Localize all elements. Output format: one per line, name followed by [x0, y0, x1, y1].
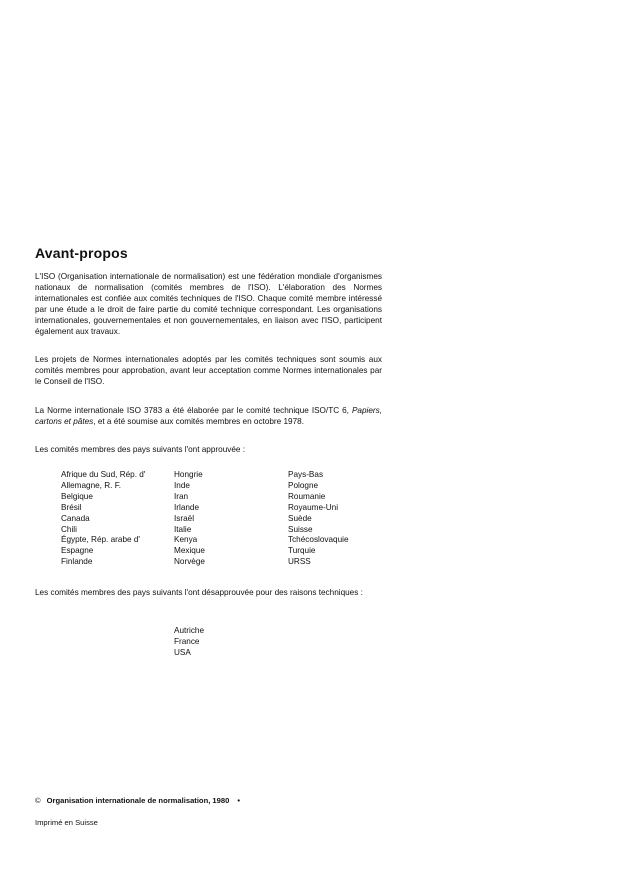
country-item: Belgique — [61, 491, 93, 501]
approving-countries-column-3 — [288, 470, 349, 568]
disapproving-countries-list — [174, 625, 204, 658]
country-item: Espagne — [61, 546, 94, 556]
country-item: Iran — [174, 491, 189, 501]
country-item: Finlande — [61, 557, 93, 567]
country-item: Turquie — [288, 546, 316, 556]
approving-countries-column-2 — [174, 470, 205, 568]
bullet-icon: • — [237, 796, 240, 805]
country-item: Inde — [174, 480, 190, 490]
printed-in-line: Imprimé en Suisse — [35, 818, 98, 827]
country-item: Kenya — [174, 535, 198, 545]
standard-text-before: La Norme internationale ISO 3783 a été élaborée par le comité technique ISO/TC 6, — [35, 406, 352, 415]
disapproved-by-label: Les comités membres des pays suivants l'ont désapprouvée pour des raisons techniques : — [35, 588, 363, 597]
standard-paragraph — [35, 405, 382, 427]
country-item: Tchécoslovaquie — [288, 535, 349, 545]
country-item: Irlande — [174, 502, 200, 512]
approving-countries-column-1 — [61, 470, 145, 568]
country-item: Autriche — [174, 626, 205, 635]
country-item: Israël — [174, 513, 195, 523]
approved-by-label: Les comités membres des pays suivants l'ont approuvée : — [35, 445, 245, 454]
country-item: Suisse — [288, 524, 313, 534]
page-title: Avant-propos — [35, 245, 128, 261]
country-item: Royaume-Uni — [288, 502, 339, 512]
country-item: Allemagne, R. F. — [61, 480, 122, 490]
country-item: Canada — [61, 513, 90, 523]
intro-paragraph: L'ISO (Organisation internationale de normalisation) est une fédération mondiale d'organismes nationaux de normalisation (comités membres de l'ISO). L'élaboration des Normes internationales est confiée aux comités techniques de l'ISO. Chaque comité membre intéressé par une étude a le droit de faire partie du comité technique correspondant. Les organisations internationales, gouvernementales et non gouvernementales, en liaison avec l'ISO, participent également aux travaux. — [35, 272, 382, 336]
committee-title: Papiers, cartons et pâtes — [35, 406, 382, 426]
copyright-text: Organisation internationale de normalisation, 1980 — [46, 796, 230, 805]
country-item: Brésil — [61, 502, 82, 512]
country-item: Chili — [61, 524, 77, 534]
country-item: Pologne — [288, 480, 319, 490]
country-item: Égypte, Rép. arabe d' — [61, 535, 140, 545]
approval-paragraph: Les projets de Normes internationales adoptés par les comités techniques sont soumis aux comités membres pour approbation, avant leur acceptation comme Normes internationales par le Conseil de l'ISO. — [35, 355, 382, 386]
country-item: Suède — [288, 513, 312, 523]
copyright-icon: © — [35, 796, 41, 805]
country-item: Norvège — [174, 557, 205, 567]
country-item: URSS — [288, 557, 311, 567]
copyright-line — [35, 796, 240, 805]
country-item: France — [174, 637, 200, 646]
country-item: Pays-Bas — [288, 470, 324, 479]
standard-text-after: , et a été soumise aux comités membres en octobre 1978. — [93, 417, 304, 426]
country-item: Hongrie — [174, 470, 203, 479]
country-item: Italie — [174, 524, 192, 534]
country-item: Roumanie — [288, 491, 326, 501]
country-item: Afrique du Sud, Rép. d' — [61, 470, 146, 479]
country-item: Mexique — [174, 546, 205, 556]
country-item: USA — [174, 648, 191, 657]
